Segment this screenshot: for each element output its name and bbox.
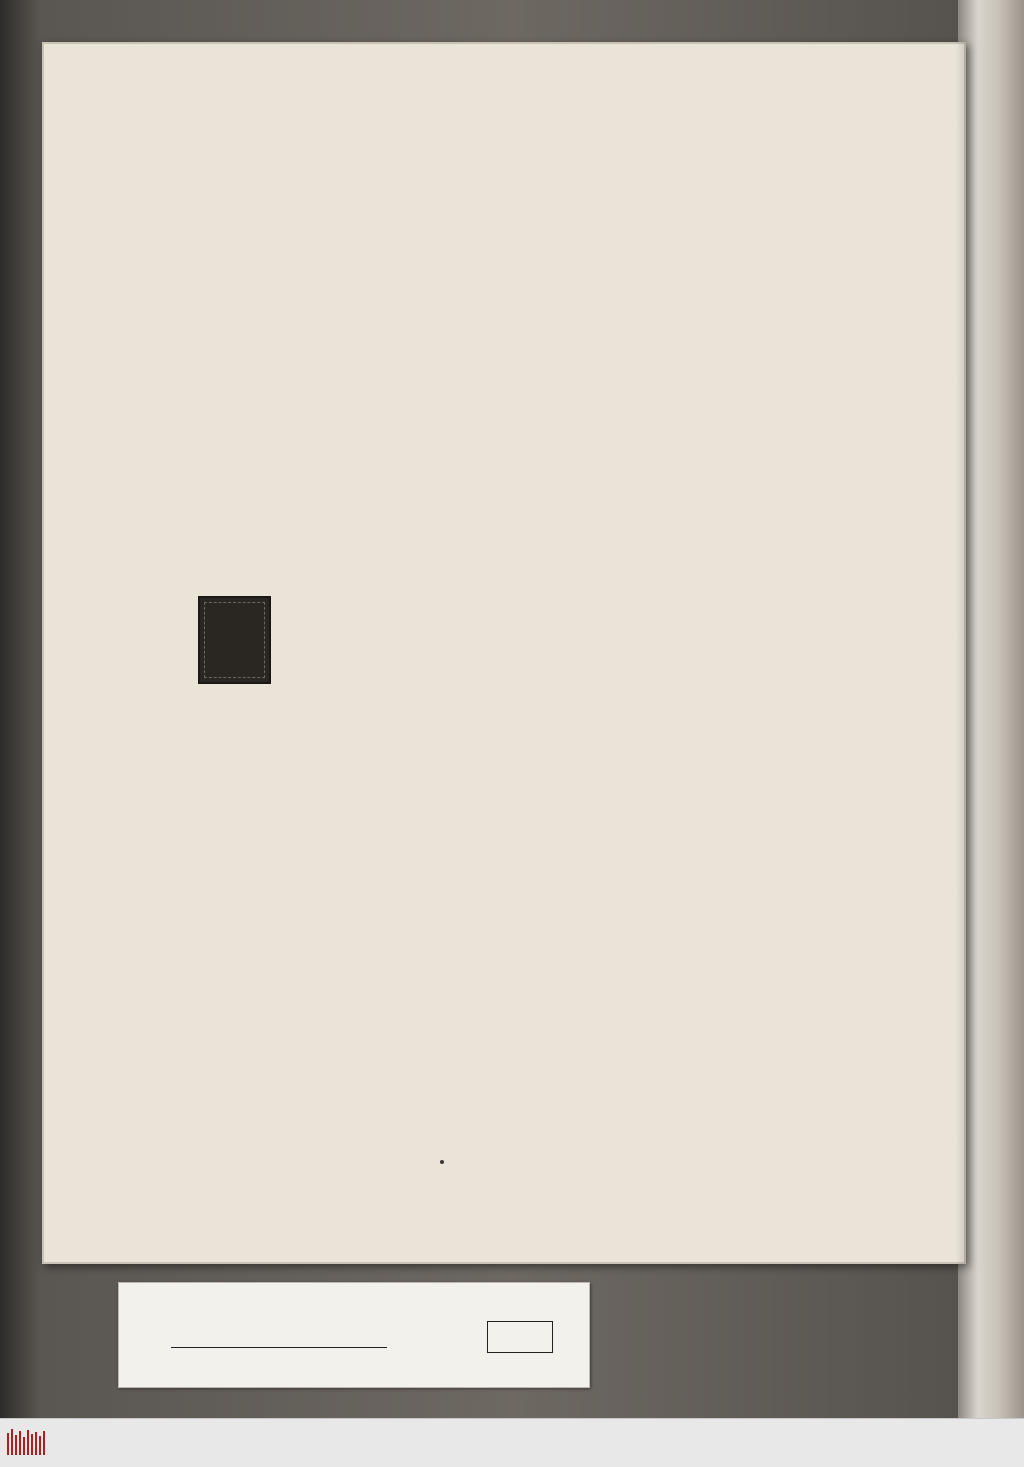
- gray-scale-swatches: [487, 1321, 553, 1353]
- scale-label-card: [118, 1282, 590, 1388]
- initial-ornament: [204, 602, 265, 678]
- decorated-initial: [198, 596, 271, 684]
- ruler: [171, 1323, 387, 1348]
- viewer-footer: [0, 1418, 1024, 1467]
- next-page-edge: [958, 0, 1024, 1418]
- page-mark-dot: [440, 1160, 444, 1164]
- page-header: [198, 80, 738, 106]
- hab-logo-icon: [6, 1427, 48, 1459]
- book-page: [42, 42, 966, 1264]
